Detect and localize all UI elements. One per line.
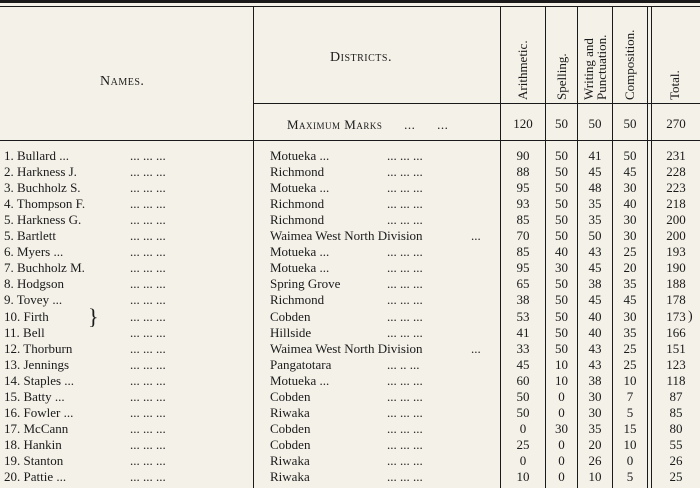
row-name: 10. Firth — [4, 308, 49, 324]
row-name-dots: ... ... ... — [130, 469, 166, 484]
row-spelling: 0 — [558, 469, 565, 484]
table-row — [0, 148, 700, 164]
table-row — [0, 228, 700, 244]
table-row — [0, 212, 700, 228]
row-district-dots: ... ... ... — [387, 244, 423, 260]
row-arithmetic: 0 — [519, 420, 527, 436]
row-district-dots: ... ... ... — [387, 388, 423, 404]
row-writing: 40 — [588, 324, 602, 340]
row-total: 193 — [666, 244, 686, 260]
row-composition: 5 — [626, 469, 634, 484]
row-composition: 0 — [626, 452, 634, 468]
row-district: Richmond — [270, 164, 325, 180]
row-district-dots: ... ... ... — [387, 372, 423, 388]
row-name: 5. Bartlett — [4, 228, 56, 244]
table-row — [0, 341, 700, 357]
row-composition: 15 — [623, 420, 637, 436]
row-district-dots: ... ... ... — [387, 324, 423, 340]
row-spelling: 50 — [555, 308, 568, 324]
row-name-dots: ... ... ... — [130, 436, 166, 452]
row-arithmetic: 38 — [516, 292, 530, 308]
table-row — [0, 260, 700, 276]
row-arithmetic: 85 — [516, 212, 530, 228]
row-composition: 10 — [623, 372, 637, 388]
table-row — [0, 276, 700, 292]
table-row — [0, 453, 700, 469]
row-writing: 40 — [588, 308, 602, 324]
row-name-dots: ... ... ... — [130, 452, 166, 468]
max-marks-top-rule — [253, 103, 700, 104]
row-name: 14. Staples ... — [4, 372, 75, 388]
row-total: 151 — [666, 340, 686, 356]
max-spelling: 50 — [555, 116, 568, 131]
row-name-dots: ... ... ... — [130, 196, 166, 212]
row-composition: 20 — [623, 260, 637, 276]
row-arithmetic: 10 — [516, 469, 530, 484]
row-district: Motueka ... — [270, 180, 330, 196]
row-district: Waimea West North Division — [270, 340, 423, 356]
row-composition: 7 — [626, 388, 634, 404]
row-writing: 26 — [588, 452, 602, 468]
row-writing: 38 — [588, 372, 602, 388]
table-row — [0, 357, 700, 373]
row-name-dots: ... ... ... — [130, 324, 166, 340]
table-row — [0, 180, 700, 196]
row-writing: 43 — [588, 340, 602, 356]
row-total: 166 — [666, 324, 686, 340]
row-name: 8. Hodgson — [4, 276, 64, 292]
row-name-dots: ... ... ... — [130, 228, 166, 244]
districts-header: Districts. — [330, 50, 392, 65]
row-district: Cobden — [270, 308, 311, 324]
row-total: 178 — [666, 292, 686, 308]
table-row — [0, 325, 700, 341]
row-district-dots: ... — [471, 340, 481, 356]
row-spelling: 0 — [558, 436, 565, 452]
row-composition: 25 — [623, 356, 637, 372]
max-writing: 50 — [588, 116, 602, 131]
max-marks-label — [287, 117, 448, 133]
row-name: 4. Thompson F. — [4, 196, 86, 212]
header-bottom-rule — [0, 140, 700, 141]
row-writing: 43 — [588, 244, 602, 260]
row-district-dots: ... ... ... — [387, 196, 423, 212]
row-spelling: 50 — [555, 292, 568, 308]
row-writing: 35 — [588, 420, 602, 436]
row-spelling: 10 — [555, 356, 568, 372]
row-arithmetic: 50 — [516, 404, 530, 420]
row-district: Richmond — [270, 212, 325, 228]
row-arithmetic: 33 — [516, 340, 530, 356]
row-name: 20. Pattie ... — [4, 469, 67, 484]
row-spelling: 50 — [555, 164, 568, 180]
row-district: Riwaka — [270, 469, 310, 484]
row-total: 85 — [669, 404, 683, 420]
row-total: 190 — [666, 260, 686, 276]
row-name: 13. Jennings — [4, 356, 69, 372]
max-marks-dots-2: ... — [437, 117, 449, 132]
row-spelling: 30 — [555, 260, 568, 276]
row-arithmetic: 45 — [516, 356, 530, 372]
row-district: Richmond — [270, 292, 325, 308]
header-spelling: Spelling. — [554, 53, 569, 100]
row-total: 25 — [669, 469, 683, 484]
row-spelling: 50 — [555, 196, 568, 212]
row-spelling: 50 — [555, 276, 568, 292]
header-total: Total. — [667, 70, 682, 100]
row-arithmetic: 95 — [516, 260, 530, 276]
row-district: Motueka ... — [270, 148, 330, 163]
row-writing: 50 — [588, 228, 602, 244]
row-writing: 35 — [588, 212, 602, 228]
row-district: Cobden — [270, 420, 311, 436]
max-marks-dots: ... — [404, 117, 416, 132]
row-name: 11. Bell — [4, 324, 45, 340]
row-total: 231 — [666, 148, 686, 163]
table-row — [0, 469, 700, 485]
row-total: 188 — [666, 276, 686, 292]
row-name-dots: ... ... ... — [130, 308, 166, 324]
row-district: Riwaka — [270, 404, 310, 420]
row-composition: 5 — [626, 404, 634, 420]
row-spelling: 50 — [555, 180, 568, 196]
row-name-dots: ... ... ... — [130, 292, 166, 308]
row-arithmetic: 70 — [516, 228, 530, 244]
row-composition: 30 — [623, 308, 637, 324]
row-arithmetic: 53 — [516, 308, 530, 324]
row-composition: 40 — [623, 196, 637, 212]
row-district-dots: ... ... ... — [387, 260, 423, 276]
row-name-dots: ... ... ... — [130, 356, 166, 372]
names-header: Names. — [100, 74, 145, 89]
row-spelling: 0 — [558, 452, 565, 468]
row-district-dots: ... ... ... — [387, 404, 423, 420]
table-row — [0, 164, 700, 180]
row-name-dots: ... ... ... — [130, 340, 166, 356]
row-district-dots: ... ... ... — [387, 469, 423, 484]
row-district-dots: ... ... ... — [387, 308, 423, 324]
row-district-dots: ... ... ... — [387, 436, 423, 452]
row-total: 200 — [666, 228, 686, 244]
top-rule-thin — [0, 6, 700, 7]
row-arithmetic: 60 — [516, 372, 530, 388]
row-writing: 48 — [588, 180, 602, 196]
row-total: 26 — [669, 452, 683, 468]
row-arithmetic: 50 — [516, 388, 530, 404]
row-name: 15. Batty ... — [4, 388, 65, 404]
row-district: Pangatotara — [270, 356, 332, 372]
row-writing: 30 — [588, 404, 602, 420]
row-district-dots: ... ... ... — [387, 180, 423, 196]
row-district-dots: ... ... ... — [387, 420, 423, 436]
row-writing: 35 — [588, 196, 602, 212]
row-total: 200 — [666, 212, 686, 228]
row-total: 228 — [666, 164, 686, 180]
row-writing: 20 — [588, 436, 602, 452]
row-composition: 30 — [623, 212, 637, 228]
row-name: 19. Stanton — [4, 452, 64, 468]
row-writing: 41 — [588, 148, 602, 163]
row-total: 218 — [666, 196, 686, 212]
table-row — [0, 389, 700, 405]
table-row — [0, 292, 700, 308]
row-district-dots: ... ... ... — [387, 212, 423, 228]
header-composition: Composition. — [622, 29, 637, 100]
row-writing: 38 — [588, 276, 602, 292]
row-district-dots: ... ... ... — [387, 164, 423, 180]
row-arithmetic: 93 — [516, 196, 530, 212]
row-district-dots: ... ... ... — [387, 276, 423, 292]
row-name-dots: ... ... ... — [130, 164, 166, 180]
row-name-dots: ... ... ... — [130, 372, 166, 388]
row-composition: 50 — [623, 148, 637, 163]
row-total: 223 — [666, 180, 686, 196]
row-composition: 10 — [623, 436, 637, 452]
row-spelling: 50 — [555, 228, 568, 244]
row-writing: 45 — [588, 164, 602, 180]
row-district: Spring Grove — [270, 276, 341, 292]
row-composition: 45 — [623, 292, 637, 308]
row-name: 9. Tovey ... — [4, 292, 63, 308]
row-composition: 25 — [623, 340, 637, 356]
table-row — [0, 421, 700, 437]
row-arithmetic: 85 — [516, 244, 530, 260]
row-arithmetic: 41 — [516, 324, 530, 340]
table-row — [0, 405, 700, 421]
row-name: 17. McCann — [4, 420, 69, 436]
row-total: 80 — [669, 420, 683, 436]
row-writing: 45 — [588, 260, 602, 276]
row-spelling: 50 — [555, 324, 568, 340]
header-arithmetic: Arithmetic. — [515, 40, 530, 100]
row-district-dots: ... ... ... — [387, 148, 423, 163]
row-composition: 30 — [623, 228, 637, 244]
row-spelling: 10 — [555, 372, 568, 388]
header-writing: Writing and Punctuation. — [581, 34, 609, 100]
row-name: 18. Hankin — [4, 436, 62, 452]
row-name-dots: ... ... ... — [130, 276, 166, 292]
row-name: 2. Harkness J. — [4, 164, 77, 180]
row-writing: 10 — [588, 469, 602, 484]
tie-brace-left: } — [88, 304, 99, 329]
row-arithmetic: 95 — [516, 180, 530, 196]
row-spelling: 30 — [555, 420, 568, 436]
row-writing: 45 — [588, 292, 602, 308]
row-name-dots: ... ... ... — [130, 388, 166, 404]
row-name-dots: ... ... ... — [130, 404, 166, 420]
row-name-dots: ... ... ... — [130, 244, 166, 260]
row-name: 1. Bullard ... — [4, 148, 69, 163]
row-district: Motueka ... — [270, 372, 330, 388]
row-total: 118 — [666, 372, 686, 388]
row-composition: 35 — [623, 276, 637, 292]
max-total: 270 — [666, 116, 686, 131]
row-arithmetic: 88 — [516, 164, 530, 180]
row-name-dots: ... ... ... — [130, 420, 166, 436]
row-arithmetic: 65 — [516, 276, 530, 292]
row-name-dots: ... ... ... — [130, 260, 166, 276]
table-row — [0, 437, 700, 453]
row-name-dots: ... ... ... — [130, 212, 166, 228]
row-arithmetic: 0 — [519, 452, 527, 468]
row-district: Cobden — [270, 436, 311, 452]
top-rule — [0, 0, 700, 3]
row-district: Hillside — [270, 324, 312, 340]
row-district: Waimea West North Division — [270, 228, 423, 244]
row-name: 6. Myers ... — [4, 244, 64, 260]
row-name: 12. Thorburn — [4, 340, 73, 356]
row-name: 3. Buchholz S. — [4, 180, 81, 196]
row-composition: 35 — [623, 324, 637, 340]
row-name: 5. Harkness G. — [4, 212, 82, 228]
row-spelling: 50 — [555, 148, 568, 163]
row-name-dots: ... ... ... — [130, 180, 166, 196]
row-spelling: 50 — [555, 212, 568, 228]
max-composition: 50 — [623, 116, 637, 131]
row-total: 55 — [669, 436, 683, 452]
row-spelling: 40 — [555, 244, 568, 260]
row-arithmetic: 90 — [516, 148, 530, 163]
table-row — [0, 304, 700, 329]
row-writing: 43 — [588, 356, 602, 372]
row-name: 16. Fowler ... — [4, 404, 74, 420]
row-district: Motueka ... — [270, 260, 330, 276]
row-district: Motueka ... — [270, 244, 330, 260]
row-name-dots: ... ... ... — [130, 148, 166, 163]
row-district-dots: ... ... ... — [387, 292, 423, 308]
table-row — [0, 196, 700, 212]
row-spelling: 0 — [558, 404, 565, 420]
row-total: 173 — [666, 308, 686, 324]
row-spelling: 50 — [555, 340, 568, 356]
max-marks-text: Maximum Marks — [287, 117, 383, 132]
row-arithmetic: 25 — [516, 436, 530, 452]
row-name: 7. Buchholz M. — [4, 260, 85, 276]
row-district-dots: ... — [471, 228, 481, 244]
tie-brace-right: ) — [688, 309, 693, 324]
row-composition: 45 — [623, 164, 637, 180]
row-spelling: 0 — [558, 388, 565, 404]
row-district: Richmond — [270, 196, 325, 212]
row-district: Riwaka — [270, 452, 310, 468]
row-district-dots: ... ... ... — [387, 452, 423, 468]
row-writing: 30 — [588, 388, 602, 404]
row-district-dots: ... .. ... — [387, 356, 420, 372]
row-total: 87 — [669, 388, 683, 404]
row-composition: 25 — [623, 244, 637, 260]
table-row — [0, 373, 700, 389]
max-arithmetic: 120 — [513, 116, 533, 131]
row-composition: 30 — [623, 180, 637, 196]
table-row — [0, 244, 700, 260]
row-district: Cobden — [270, 388, 311, 404]
row-total: 123 — [666, 356, 686, 372]
